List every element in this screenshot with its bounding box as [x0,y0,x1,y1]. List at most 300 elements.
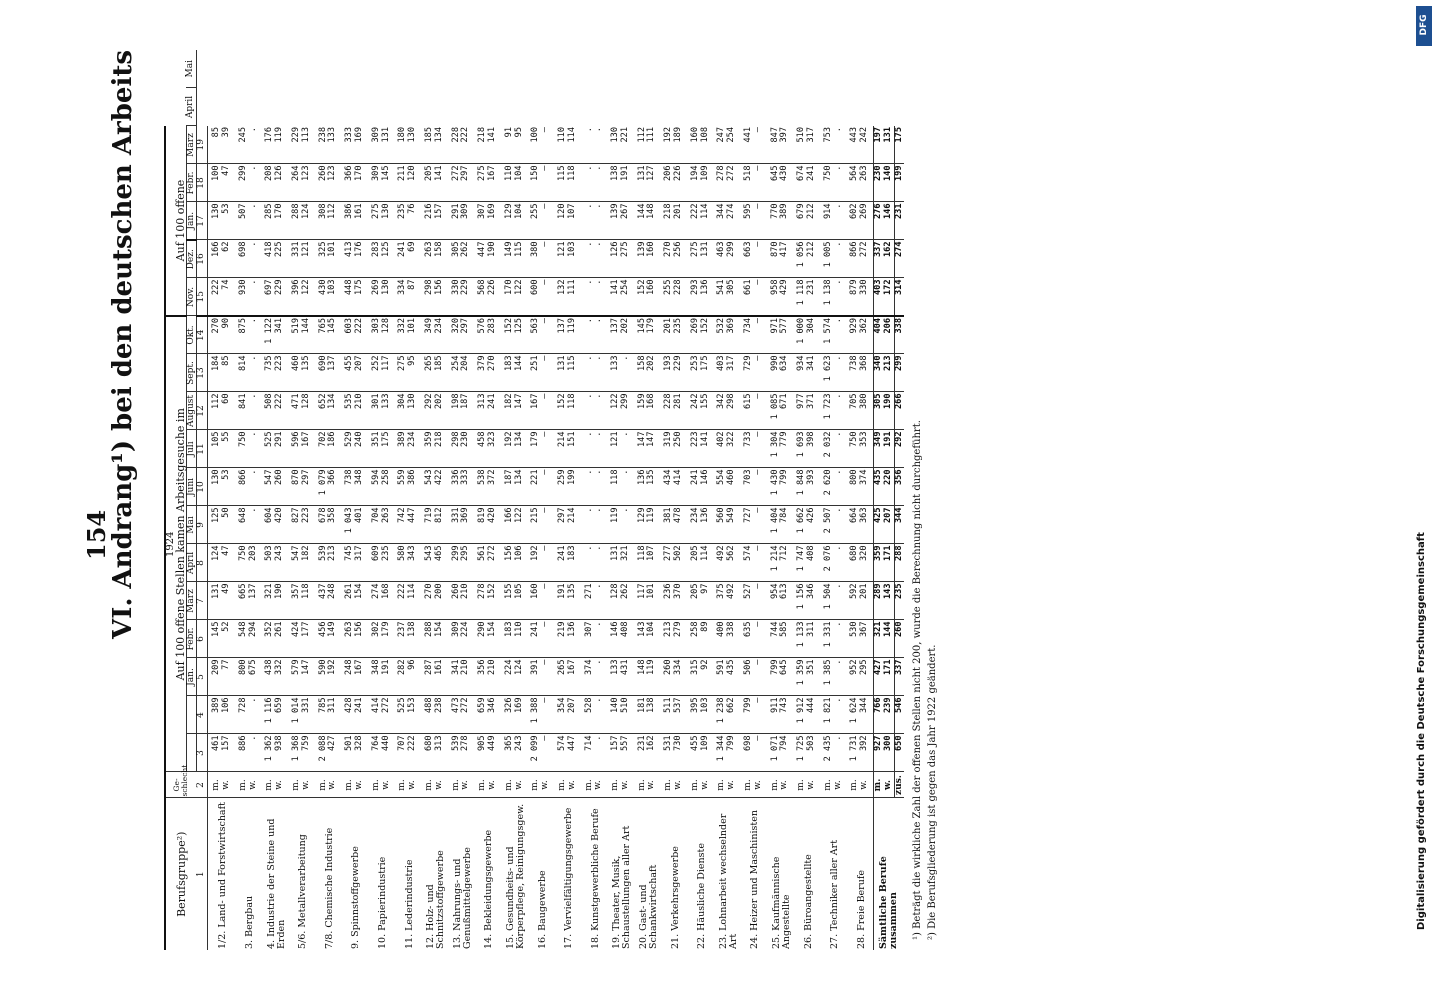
value-cell: . [249,164,262,202]
value-cell: 428 [341,696,355,734]
table-row [341,50,355,950]
value-cell: 320 [860,544,873,582]
value-cell: 444 [807,696,820,734]
value-cell: 101 [328,240,341,278]
value-cell: 311 [807,620,820,658]
sex-cell: m. [740,772,754,798]
value-cell: 765 [315,316,329,354]
value-cell: 304 [807,316,820,354]
value-cell: 341 [807,354,820,392]
value-cell: 353 [860,430,873,468]
total-value-cell: 230 [874,164,884,202]
value-cell: 134 [515,430,528,468]
value-cell: 169 [488,202,501,240]
value-cell: 123 [302,164,315,202]
value-cell: 315 [687,658,701,696]
value-cell: 1 056 [793,240,807,278]
table-row [527,50,541,950]
value-cell: 930 [235,278,249,316]
value-cell: 298 [448,430,462,468]
value-cell: 1 238 [713,696,727,734]
value-cell: 128 [382,316,395,354]
value-cell: 275 [368,202,382,240]
group-label: 5/6. Metallverarbeitung [288,798,315,950]
value-cell: 124 [515,658,528,696]
value-cell: 333 [461,468,474,506]
value-cell: 785 [315,696,329,734]
value-cell: 349 [421,316,435,354]
sex-cell: w. [884,772,894,798]
value-cell: 1 693 [793,430,807,468]
total-value-cell: 314 [894,278,904,316]
value-cell: 1 043 [341,506,355,544]
value-cell: 938 [275,734,288,772]
value-cell: 293 [687,278,701,316]
value-cell: 118 [568,164,581,202]
value-cell: 210 [461,658,474,696]
value-cell: 1 912 [793,696,807,734]
value-cell: — [541,240,554,278]
column-number: 12 [197,392,208,430]
sex-cell: w. [647,772,660,798]
value-cell: 325 [315,240,329,278]
month-header: August [186,392,197,430]
value-cell: 719 [421,506,435,544]
value-cell: 242 [687,392,701,430]
value-cell: . [581,392,595,430]
value-cell: 291 [448,202,462,240]
value-cell: 307 [474,202,488,240]
value-cell: 120 [554,202,568,240]
sex-cell: m. [208,772,222,798]
value-cell: 254 [448,354,462,392]
value-cell: 595 [740,202,754,240]
value-cell: 1 404 [767,506,781,544]
value-cell: 138 [408,620,421,658]
value-cell: . [594,430,607,468]
total-value-cell: 220 [884,468,894,506]
value-cell: 105 [208,430,222,468]
value-cell: 192 [328,658,341,696]
value-cell: 662 [727,696,740,734]
value-cell: . [249,734,262,772]
table-row [261,50,275,950]
group-label: 24. Heizer und Maschinisten [740,798,767,950]
value-cell: — [752,127,763,133]
value-cell: . [834,468,847,506]
column-number: 16 [197,240,208,278]
value-cell: 152 [488,582,501,620]
value-cell: 680 [846,544,860,582]
value-cell: 208 [261,164,275,202]
value-cell: 427 [328,734,341,772]
value-cell: 429 [780,278,793,316]
value-cell: 471 [288,392,302,430]
value-cell: . [594,582,607,620]
value-cell: 260 [275,468,288,506]
value-cell: 118 [634,544,648,582]
value-cell: 417 [780,240,793,278]
value-cell: 228 [674,278,687,316]
value-cell: 531 [660,734,674,772]
value-cell: 317 [727,354,740,392]
value-cell: 733 [740,430,754,468]
group-label: 10. Papierindustrie [368,798,395,950]
value-cell: 819 [474,506,488,544]
value-cell: 344 [860,696,873,734]
value-cell: 175 [701,354,714,392]
value-cell: 561 [474,544,488,582]
value-cell: 122 [515,278,528,316]
table-row [208,50,222,950]
value-cell: 680 [421,734,435,772]
sex-cell: w. [568,772,581,798]
value-cell: 554 [713,468,727,506]
value-cell: 386 [408,468,421,506]
value-cell: 261 [275,620,288,658]
value-cell: 594 [368,468,382,506]
value-cell: 297 [302,468,315,506]
value-cell: 109 [701,164,714,202]
value-cell: 369 [461,506,474,544]
value-cell: 245 [237,127,248,143]
value-cell: 799 [780,468,793,506]
value-cell: 191 [621,164,634,202]
value-cell: 183 [501,620,515,658]
value-cell: 958 [767,278,781,316]
value-cell: 198 [448,392,462,430]
value-cell: 92 [701,658,714,696]
value-cell: 283 [368,240,382,278]
value-cell: 129 [501,202,515,240]
value-cell: 222 [460,127,471,143]
sex-cell: m. [501,772,515,798]
value-cell: . [834,164,847,202]
value-cell: 1 304 [767,430,781,468]
value-cell: 265 [421,354,435,392]
value-cell: 108 [699,127,710,143]
value-cell: 438 [261,658,275,696]
value-cell: — [541,506,554,544]
value-cell: 168 [382,582,395,620]
value-cell: 129 [634,506,648,544]
value-cell: 260 [660,658,674,696]
group-label: 1/2. Land- und Forstwirtschaft [208,798,235,950]
value-cell: . [832,127,843,133]
value-cell: 104 [515,202,528,240]
value-cell: 269 [860,202,873,240]
total-value-cell: 404 [874,316,884,354]
sex-cell: m. [368,772,382,798]
value-cell: 1 133 [793,620,807,658]
value-cell: 146 [607,620,621,658]
header-sex: Ge-schlecht [165,772,197,798]
value-cell: — [754,696,767,734]
value-cell: 213 [660,620,674,658]
value-cell: 133 [382,392,395,430]
value-cell: 507 [235,202,249,240]
value-cell: 90 [222,316,235,354]
value-cell: 240 [355,430,368,468]
value-cell: 784 [780,506,793,544]
value-cell: 255 [527,202,541,240]
value-cell: . [583,127,594,133]
value-cell: 263 [341,620,355,658]
value-cell: 152 [701,316,714,354]
value-cell: 341 [275,316,288,354]
value-cell: 665 [235,582,249,620]
value-cell: 269 [368,278,382,316]
value-cell: — [541,658,554,696]
value-cell: 690 [315,354,329,392]
value-cell: 100 [208,164,222,202]
group-label: 7/8. Chemische Industrie [315,798,342,950]
value-cell: 100 [530,127,541,143]
value-cell: 229 [674,354,687,392]
value-cell: — [754,734,767,772]
value-cell: 131 [554,354,568,392]
value-cell: 272 [727,164,740,202]
value-cell: 753 [822,127,833,143]
value-cell: 211 [394,164,408,202]
value-cell: 560 [713,506,727,544]
value-cell: 207 [568,696,581,734]
value-cell: — [754,430,767,468]
value-cell: 886 [235,734,249,772]
value-cell: 543 [421,544,435,582]
value-cell: . [834,734,847,772]
value-cell: 125 [208,506,222,544]
value-cell: 449 [488,734,501,772]
value-cell: 1 848 [793,468,807,506]
value-cell: 539 [448,734,462,772]
value-cell: 261 [341,582,355,620]
value-cell: 117 [634,582,648,620]
column-number: 5 [197,658,208,696]
value-cell: 358 [328,506,341,544]
sex-cell: m. [261,772,275,798]
value-cell: 366 [341,164,355,202]
value-cell: 374 [860,468,873,506]
value-cell: — [541,392,554,430]
value-cell: 260 [315,164,329,202]
value-cell: 166 [501,506,515,544]
total-value-cell: 337 [874,240,884,278]
month-header: März [186,582,197,620]
sex-cell: m. [581,772,595,798]
value-cell: 207 [355,354,368,392]
value-cell: 502 [674,544,687,582]
value-cell: 115 [568,354,581,392]
sex-cell: w. [701,772,714,798]
value-cell: 234 [435,316,448,354]
value-cell: 155 [501,582,515,620]
value-cell: 331 [448,506,462,544]
value-cell: 363 [860,506,873,544]
value-cell: 205 [687,544,701,582]
value-cell: 141 [701,430,714,468]
table-row [740,50,754,950]
value-cell: 275 [394,354,408,392]
value-cell: 391 [527,658,541,696]
column-number: 3 [197,734,208,772]
value-cell: 216 [421,202,435,240]
value-cell: — [754,316,767,354]
value-cell: 596 [288,430,302,468]
value-cell: 155 [701,392,714,430]
value-cell: — [754,468,767,506]
value-cell: 344 [713,202,727,240]
sex-cell: w. [727,772,740,798]
value-cell: 132 [554,278,568,316]
value-cell: 510 [621,696,634,734]
total-value-cell: 299 [894,354,904,392]
value-cell: 770 [767,202,781,240]
sex-cell: m. [874,772,884,798]
total-value-cell: 162 [884,240,894,278]
value-cell: 351 [807,658,820,696]
value-cell: 331 [302,696,315,734]
value-cell: 251 [527,354,541,392]
value-cell: 49 [222,582,235,620]
value-cell: 458 [474,430,488,468]
value-cell: 326 [501,696,515,734]
value-cell: 539 [315,544,329,582]
column-number: 10 [197,468,208,506]
value-cell: — [541,202,554,240]
value-cell: . [249,240,262,278]
value-cell: 990 [767,354,781,392]
value-cell: 1 368 [288,734,302,772]
value-cell: 270 [208,316,222,354]
value-cell: 170 [355,164,368,202]
value-cell: 1 574 [820,316,834,354]
value-cell: 297 [461,164,474,202]
value-cell: 87 [408,278,421,316]
value-cell: . [834,354,847,392]
value-cell: 121 [607,430,621,468]
value-cell: 175 [355,278,368,316]
value-cell: . [581,468,595,506]
value-cell: 532 [713,316,727,354]
value-cell: 455 [687,734,701,772]
table-row [607,50,621,950]
value-cell: 229 [461,278,474,316]
value-cell: 160 [647,240,660,278]
value-cell: 319 [660,430,674,468]
value-cell: 343 [408,544,421,582]
value-cell: 295 [461,544,474,582]
value-cell: — [541,620,554,658]
value-cell: 506 [740,658,754,696]
value-cell: 271 [581,582,595,620]
value-cell: 346 [488,696,501,734]
value-cell: 210 [488,658,501,696]
value-cell: 114 [408,582,421,620]
table-row [421,50,435,950]
value-cell: 579 [288,658,302,696]
value-cell: 297 [461,316,474,354]
value-cell: 260 [448,582,462,620]
value-cell: 154 [355,582,368,620]
sex-cell: m. [554,772,568,798]
value-cell: 368 [860,354,873,392]
value-cell: 1 214 [767,544,781,582]
value-cell: 463 [713,240,727,278]
value-cell: 255 [660,278,674,316]
value-cell: 730 [674,734,687,772]
value-cell: 635 [740,620,754,658]
value-cell: . [593,127,604,133]
value-cell: — [754,544,767,582]
value-cell: 199 [568,468,581,506]
value-cell: 287 [421,658,435,696]
value-cell: 270 [660,240,674,278]
value-cell: 397 [779,127,790,143]
value-cell: 275 [687,240,701,278]
value-cell: 827 [288,506,302,544]
value-cell: 346 [807,582,820,620]
value-cell: 604 [261,506,275,544]
value-cell: 313 [435,734,448,772]
value-cell: 183 [501,354,515,392]
sex-cell: m. [288,772,302,798]
month-header: März [186,126,197,164]
value-cell: 39 [220,127,231,138]
value-cell: 434 [660,468,674,506]
table-row [288,50,302,950]
value-cell: 148 [647,202,660,240]
table-row [448,50,462,950]
value-cell: 253 [687,354,701,392]
value-cell: 144 [634,202,648,240]
value-cell: 175 [382,430,395,468]
value-cell: 952 [846,658,860,696]
sex-cell: m. [394,772,408,798]
value-cell: 609 [368,544,382,582]
value-cell: 147 [302,658,315,696]
sex-cell: m. [474,772,488,798]
value-cell: . [581,506,595,544]
value-cell: . [621,468,634,506]
value-cell: 60 [222,392,235,430]
value-cell: 274 [368,582,382,620]
value-cell: 191 [382,658,395,696]
value-cell: 356 [474,658,488,696]
value-cell: 89 [701,620,714,658]
value-cell: 136 [634,468,648,506]
total-value-cell: 199 [894,164,904,202]
footnote-1: ¹) Beträgt die wirkliche Zahl der offenen Stellen nicht 200, wurde die Berechnung nicht durchgeführt. [912,420,923,940]
total-value-cell: 546 [894,696,904,734]
value-cell: 847 [769,127,780,143]
value-cell: 814 [235,354,249,392]
value-cell: 149 [501,240,515,278]
value-cell: 201 [674,202,687,240]
value-cell: 664 [846,506,860,544]
month-header: Sept. [186,354,197,392]
value-cell: 152 [554,392,568,430]
value-cell: 529 [341,430,355,468]
value-cell: 145 [634,316,648,354]
value-cell: 139 [634,240,648,278]
value-cell: 120 [408,164,421,202]
data-table [164,50,904,950]
value-cell: 248 [328,582,341,620]
value-cell: 103 [328,278,341,316]
column-number: 1 [197,798,208,950]
value-cell: 331 [288,240,302,278]
